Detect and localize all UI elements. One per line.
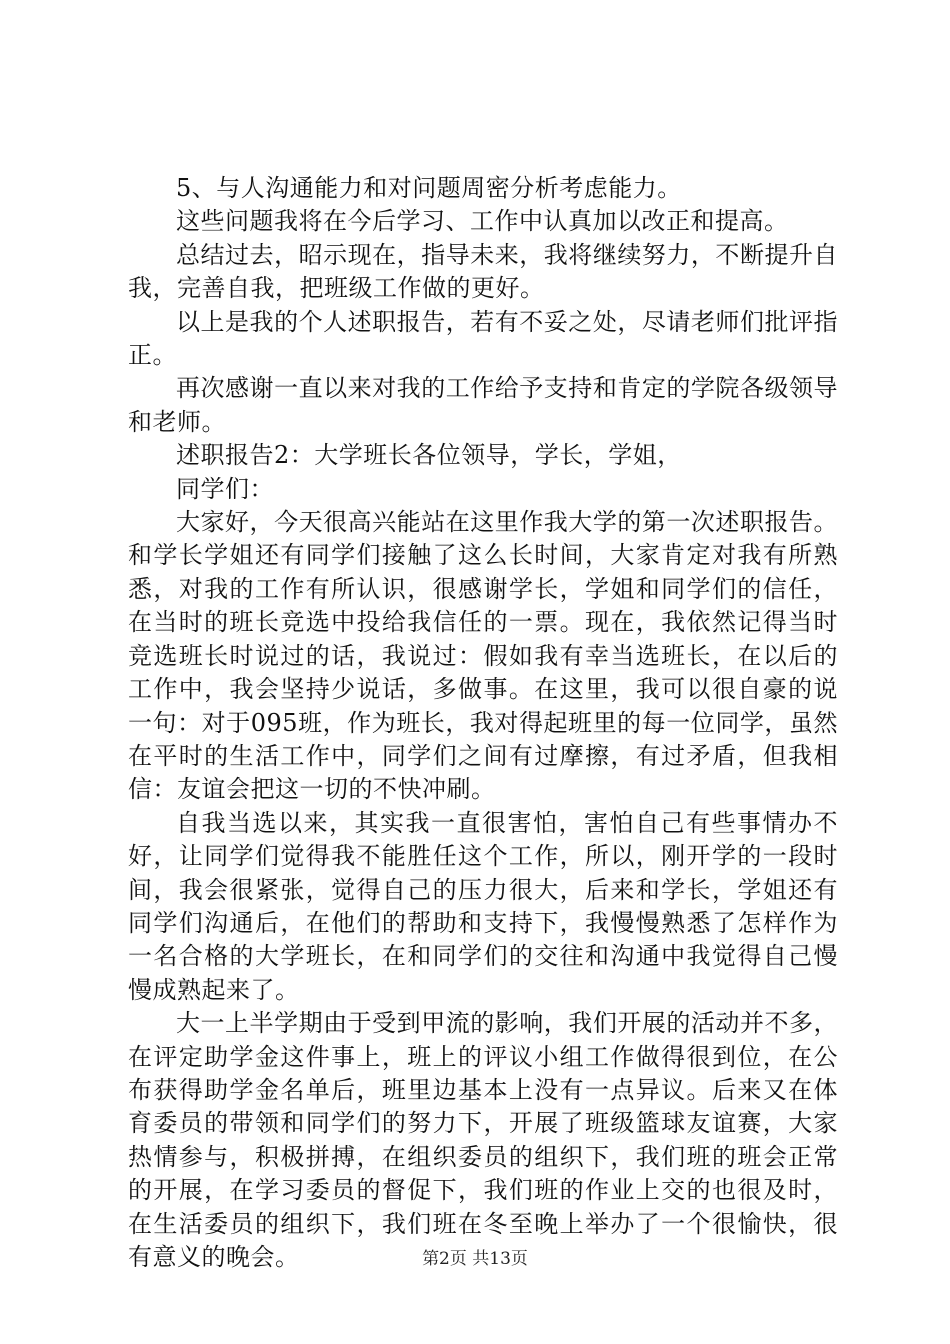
- paragraph-item-5: 5、与人沟通能力和对问题周密分析考虑能力。: [176, 174, 682, 202]
- paragraph-greeting: 大家好，今天很高兴能站在这里作我大学的第一次述职报告。和学长学姐还有同学们接触了这么长时间，大家肯定对我有所熟悉，对我的工作有所认识，很感谢学长，学姐和同学们的信任，在当时的班长竞选中投给我信任的一票。现在，我依然记得当时竞选班长时说过的话，我说过：假如我有幸当选班长，在以后的工作中，我会坚持少说话，多做事。在这里，我可以很自豪的说一句：对于095班，作为班长，我对得起班里的每一位同学，虽然在平时的生活工作中，同学们之间有过摩擦，有过矛盾，但我相信：友谊会把这一切的不快冲刷。: [128, 508, 838, 804]
- page-number-footer: 第2页 共13页: [422, 1249, 528, 1269]
- paragraph-summary: 总结过去，昭示现在，指导未来，我将继续努力，不断提升自我，完善自我，把班级工作做的更好。: [128, 240, 838, 303]
- paragraph-since-elected: 自我当选以来，其实我一直很害怕，害怕自己有些事情办不好，让同学们觉得我不能胜任这个工作，所以，刚开学的一段时间，我会很紧张，觉得自己的压力很大，后来和学长，学姐还有同学们沟通后，在他们的帮助和支持下，我慢慢熟悉了怎样作为一名合格的大学班长，在和同学们的交往和沟通中我觉得自己慢慢成熟起来了。: [128, 808, 838, 1004]
- salutation: 同学们：: [176, 474, 274, 503]
- report-2-heading: 述职报告2：大学班长各位领导，学长，学姐，: [176, 441, 682, 470]
- paragraph-corrections: 这些问题我将在今后学习、工作中认真加以改正和提高。: [176, 207, 789, 236]
- paragraph-thanks: 再次感谢一直以来对我的工作给予支持和肯定的学院各级领导和老师。: [128, 374, 838, 436]
- paragraph-first-semester: 大一上半学期由于受到甲流的影响，我们开展的活动并不多，在评定助学金这件事上，班上的评议小组工作做得很到位，在公布获得助学金名单后，班里边基本上没有一点异议。后来又在体育委员的带领和同学们的努力下，开展了班级篮球友谊赛，大家热情参与，积极拼搏，在组织委员的组织下，我们班的班会正常的开展，在学习委员的督促下，我们班的作业上交的也很及时，在生活委员的组织下，我们班在冬至晚上举办了一个很愉快，很有意义的晚会。: [128, 1009, 838, 1271]
- paragraph-closing: 以上是我的个人述职报告，若有不妥之处，尽请老师们批评指正。: [128, 307, 838, 370]
- document-body: [128, 172, 838, 1274]
